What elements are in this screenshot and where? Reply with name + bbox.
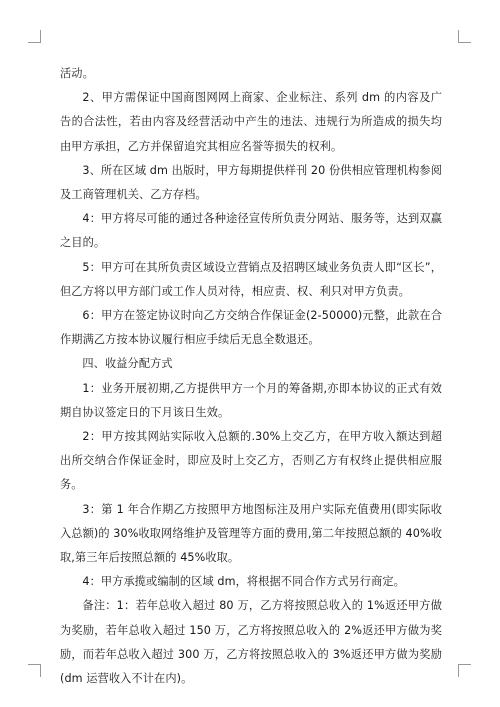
paragraph: 5：甲方可在其所负责区域设立营销点及招聘区域业务负责人即“区长”，但乙方将以甲方部门或工作人员对待，相应责、权、利只对甲方负责。 [60,260,442,298]
paragraph: 3、所在区域 dm 出版时，甲方每期提供样刊 20 份供相应管理机构参阅及工商管理机关、乙方存档。 [60,163,442,202]
note-paragraph: 备注：1：若年总收入超过 80 万，乙方将按照总收入的 1%返还甲方做为奖励，若年总收入超过 150 万，乙方将按照总收入的 2%返还甲方做为奖励，而若年总收入超过 300 万，乙方将按照总收入的 3%返还甲方做为奖励(dm 运营收入不计在内)。 [60,599,442,686]
paragraph: 4：甲方承揽或编制的区域 dm，将根据不同合作方式另行商定。 [82,575,405,589]
paragraph: 活动。 [60,67,94,80]
document-body [60,62,442,691]
paragraph: 3：第 1 年合作期乙方按照甲方地图标注及用户实际充值费用(即实际收入总额)的 30%收取网络维护及管理等方面的费用,第二年按照总额的 40%收取,第三年后按照总额的 45%收取。 [60,502,442,565]
paragraph: 4：甲方将尽可能的通过各种途径宣传所负责分网站、服务等，达到双赢之目的。 [60,212,442,250]
crop-mark-top-right [458,30,471,43]
crop-mark-bottom-right [458,664,471,677]
paragraph: 2：甲方按其网站实际收入总额的.30%上交乙方，在甲方收入额达到超出所交纳合作保证金时，即应及时上交乙方，否则乙方有权终止提供相应服务。 [60,430,442,492]
paragraph: 1：业务开展初期,乙方提供甲方一个月的筹备期,亦即本协议的正式有效期自协议签定日的下月该日生效。 [60,381,442,419]
paragraph: 6：甲方在签定协议时向乙方交纳合作保证金(2-50000)元整，此款在合作期满乙方按本协议履行相应手续后无息全数退还。 [60,309,442,347]
crop-mark-top-left [28,30,41,43]
crop-mark-bottom-left [28,664,41,677]
paragraph: 2、甲方需保证中国商图网网上商家、企业标注、系列 dm 的内容及广告的合法性，若由内容及经营活动中产生的违法、违规行为所造成的损失均由甲方承担，乙方并保留追究其相应名誉等损失的权利。 [60,91,442,153]
section-heading: 四、收益分配方式 [82,357,173,371]
